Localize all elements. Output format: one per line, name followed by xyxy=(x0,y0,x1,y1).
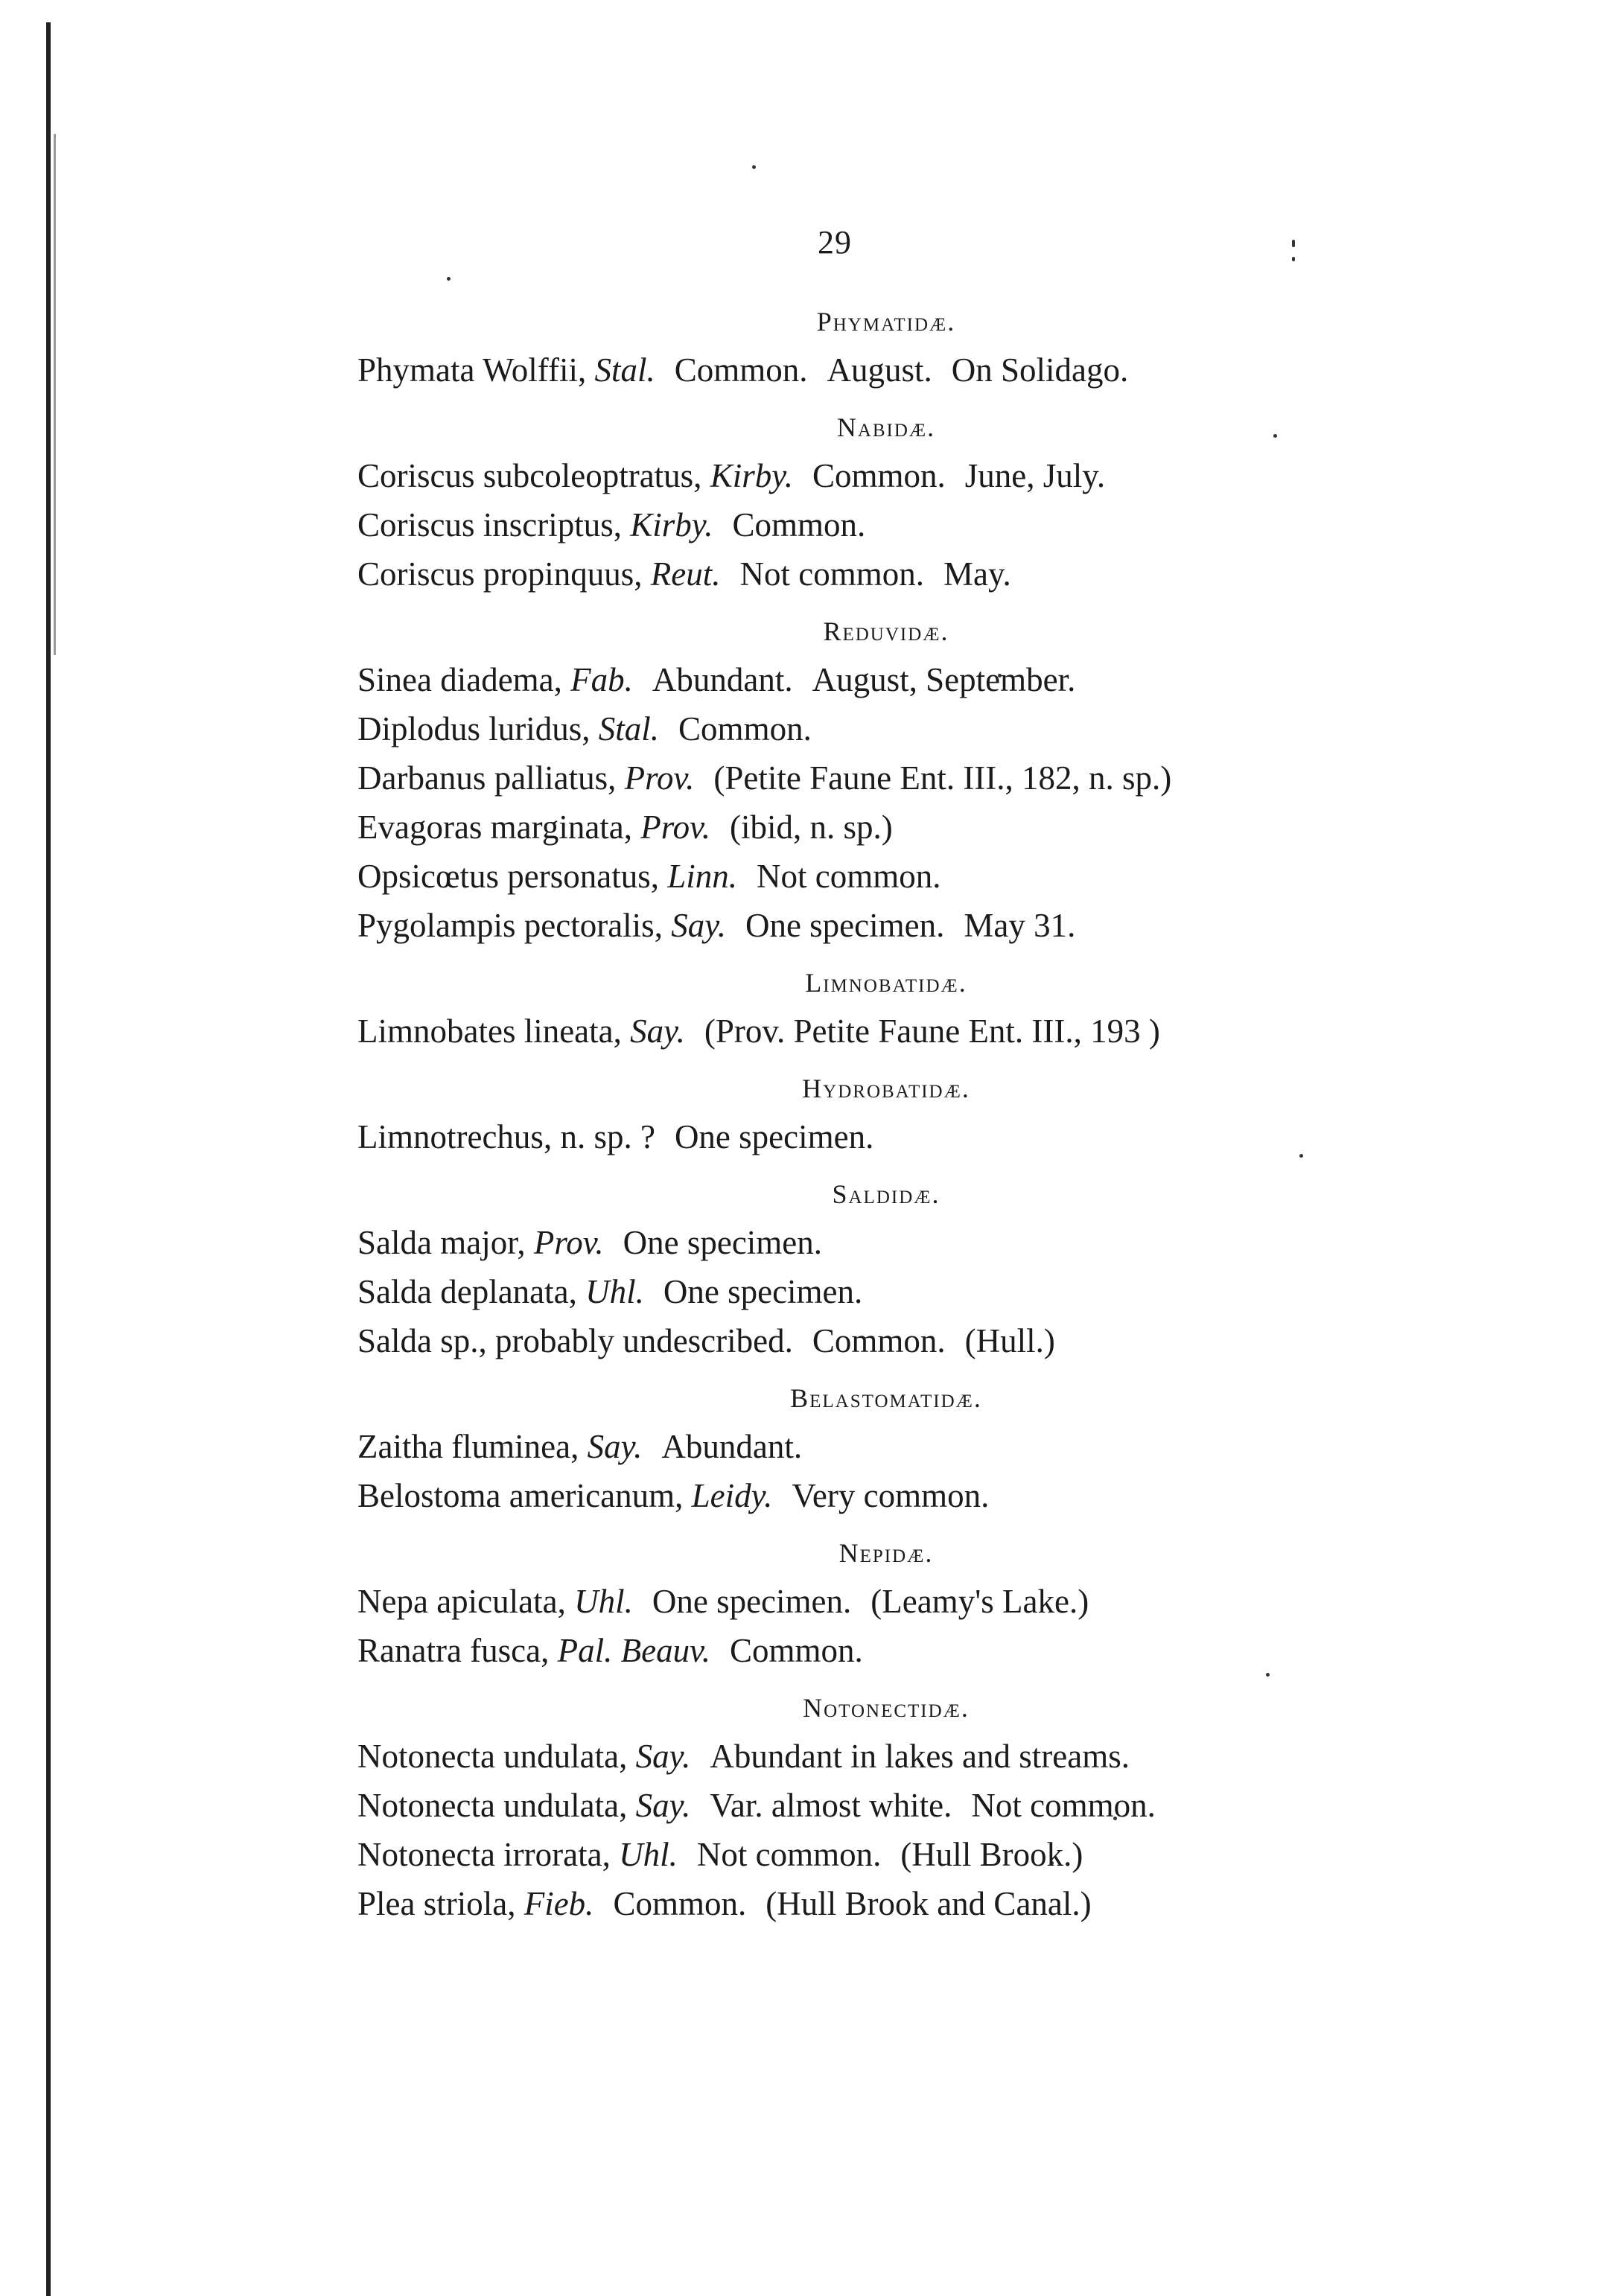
species-author: Stal. xyxy=(598,710,660,747)
species-name: Coriscus subcoleoptratus, xyxy=(357,457,702,494)
species-note: May. xyxy=(943,555,1011,593)
species-entry xyxy=(357,1732,1415,1781)
species-name: Limnobates lineata, xyxy=(357,1013,622,1050)
species-entry xyxy=(357,1218,1415,1267)
species-note: Common. xyxy=(732,506,866,543)
species-name: Notonecta undulata, xyxy=(357,1787,628,1824)
species-note: One specimen. xyxy=(623,1224,823,1261)
species-list xyxy=(357,298,1415,1937)
species-note: Not common. xyxy=(971,1787,1156,1824)
species-name: Coriscus inscriptus, xyxy=(357,506,622,543)
scan-speck xyxy=(752,165,756,169)
species-note: May 31. xyxy=(964,907,1076,944)
family-section xyxy=(357,1529,1415,1675)
species-author: Uhl. xyxy=(585,1273,644,1310)
family-section xyxy=(357,1684,1415,1928)
species-name: Ranatra fusca, xyxy=(357,1632,550,1669)
species-note: Abundant in lakes and streams. xyxy=(710,1738,1130,1775)
species-note: Var. almost white. xyxy=(710,1787,952,1824)
species-note: One specimen. xyxy=(663,1273,863,1310)
species-note: (Hull Brook.) xyxy=(900,1836,1083,1873)
species-note: Not common. xyxy=(696,1836,882,1873)
scan-speck xyxy=(447,277,451,281)
species-name: Evagoras marginata, xyxy=(357,809,633,846)
scan-speck xyxy=(1292,257,1295,261)
family-section xyxy=(357,1374,1415,1520)
species-entry xyxy=(357,1781,1415,1830)
page-number: 29 xyxy=(818,224,852,261)
species-name: Coriscus propinquus, xyxy=(357,555,643,593)
species-author: Fab. xyxy=(570,661,633,698)
species-name: Pygolampis pectoralis, xyxy=(357,907,663,944)
species-name: Limnotrechus, n. sp. ? xyxy=(357,1118,655,1155)
species-note: Common. xyxy=(812,1322,946,1359)
species-author: Prov. xyxy=(624,759,695,797)
binding-shadow xyxy=(54,134,56,655)
species-author: Fieb. xyxy=(523,1885,594,1922)
species-author: Say. xyxy=(671,907,726,944)
family-heading: Nabidæ. xyxy=(836,412,936,442)
species-name: Notonecta undulata, xyxy=(357,1738,628,1775)
species-author: Uhl. xyxy=(619,1836,678,1873)
species-note: August. xyxy=(827,351,932,389)
species-entry xyxy=(357,1112,1415,1161)
species-author: Say. xyxy=(630,1013,685,1050)
species-note: One specimen. xyxy=(652,1583,852,1620)
species-name: Salda major, xyxy=(357,1224,526,1261)
scan-speck xyxy=(1292,240,1295,247)
species-note: August, September. xyxy=(812,661,1076,698)
species-name: Sinea diadema, xyxy=(357,661,562,698)
species-entry xyxy=(357,1626,1415,1675)
species-note: Common. xyxy=(674,351,808,389)
species-name: Opsicœtus personatus, xyxy=(357,858,659,895)
species-entry xyxy=(357,1879,1415,1928)
species-author: Stal. xyxy=(594,351,655,389)
family-section xyxy=(357,1065,1415,1161)
species-note: Abundant. xyxy=(652,661,793,698)
species-author: Kirby. xyxy=(710,457,793,494)
species-entry xyxy=(357,901,1415,950)
species-entry xyxy=(357,1830,1415,1879)
species-note: (Prov. Petite Faune Ent. III., 193 ) xyxy=(704,1013,1160,1050)
family-heading: Hydrobatidæ. xyxy=(802,1074,970,1103)
species-entry xyxy=(357,345,1415,395)
species-entry xyxy=(357,451,1415,500)
species-entry xyxy=(357,549,1415,599)
family-heading: Nepidæ. xyxy=(838,1538,934,1568)
family-section xyxy=(357,959,1415,1056)
species-note: (Hull Brook and Canal.) xyxy=(766,1885,1092,1922)
species-entry xyxy=(357,1577,1415,1626)
family-heading: Belastomatidæ. xyxy=(790,1383,982,1413)
species-name: Salda sp., probably undescribed. xyxy=(357,1322,793,1359)
species-author: Reut. xyxy=(650,555,721,593)
family-section xyxy=(357,404,1415,599)
species-entry xyxy=(357,753,1415,803)
species-note: June, July. xyxy=(964,457,1106,494)
species-entry xyxy=(357,704,1415,753)
species-note: Common. xyxy=(812,457,946,494)
species-name: Nepa apiculata, xyxy=(357,1583,566,1620)
species-note: Very common. xyxy=(792,1477,990,1514)
species-note: Not common. xyxy=(739,555,924,593)
family-heading: Phymatidæ. xyxy=(816,307,956,337)
species-name: Zaitha fluminea, xyxy=(357,1428,579,1465)
species-author: Say. xyxy=(635,1787,691,1824)
species-author: Prov. xyxy=(533,1224,604,1261)
species-name: Darbanus palliatus, xyxy=(357,759,617,797)
family-section xyxy=(357,608,1415,950)
species-entry xyxy=(357,500,1415,549)
species-author: Prov. xyxy=(640,809,710,846)
species-note: One specimen. xyxy=(745,907,945,944)
species-name: Salda deplanata, xyxy=(357,1273,577,1310)
species-note: Abundant. xyxy=(661,1428,803,1465)
family-section xyxy=(357,1170,1415,1365)
species-author: Linn. xyxy=(667,858,737,895)
family-heading: Limnobatidæ. xyxy=(805,968,967,998)
species-name: Belostoma americanum, xyxy=(357,1477,684,1514)
species-note: Common. xyxy=(678,710,812,747)
species-author: Say. xyxy=(635,1738,691,1775)
species-note: (Leamy's Lake.) xyxy=(870,1583,1089,1620)
species-note: On Solidago. xyxy=(951,351,1129,389)
species-note: Common. xyxy=(613,1885,747,1922)
species-entry xyxy=(357,1422,1415,1471)
family-heading: Saldidæ. xyxy=(832,1179,940,1209)
species-name: Notonecta irrorata, xyxy=(357,1836,611,1873)
species-name: Diplodus luridus, xyxy=(357,710,591,747)
family-heading: Notonectidæ. xyxy=(803,1693,970,1723)
species-author: Say. xyxy=(587,1428,643,1465)
species-note: (Hull.) xyxy=(964,1322,1055,1359)
species-note: (Petite Faune Ent. III., 182, n. sp.) xyxy=(713,759,1172,797)
species-name: Plea striola, xyxy=(357,1885,516,1922)
species-author: Kirby. xyxy=(630,506,713,543)
family-section xyxy=(357,298,1415,395)
species-name: Phymata Wolffii, xyxy=(357,351,587,389)
binding-edge xyxy=(46,22,51,2296)
species-note: (ibid, n. sp.) xyxy=(730,809,893,846)
species-entry xyxy=(357,1267,1415,1316)
species-author: Pal. Beauv. xyxy=(557,1632,710,1669)
species-author: Uhl. xyxy=(574,1583,633,1620)
species-author: Leidy. xyxy=(691,1477,773,1514)
species-note: Not common. xyxy=(757,858,941,895)
species-entry xyxy=(357,1316,1415,1365)
species-entry xyxy=(357,852,1415,901)
species-entry xyxy=(357,1007,1415,1056)
species-entry xyxy=(357,655,1415,704)
family-heading: Reduvidæ. xyxy=(823,616,949,646)
species-note: Common. xyxy=(729,1632,863,1669)
species-entry xyxy=(357,1471,1415,1520)
species-note: One specimen. xyxy=(674,1118,874,1155)
species-entry xyxy=(357,803,1415,852)
